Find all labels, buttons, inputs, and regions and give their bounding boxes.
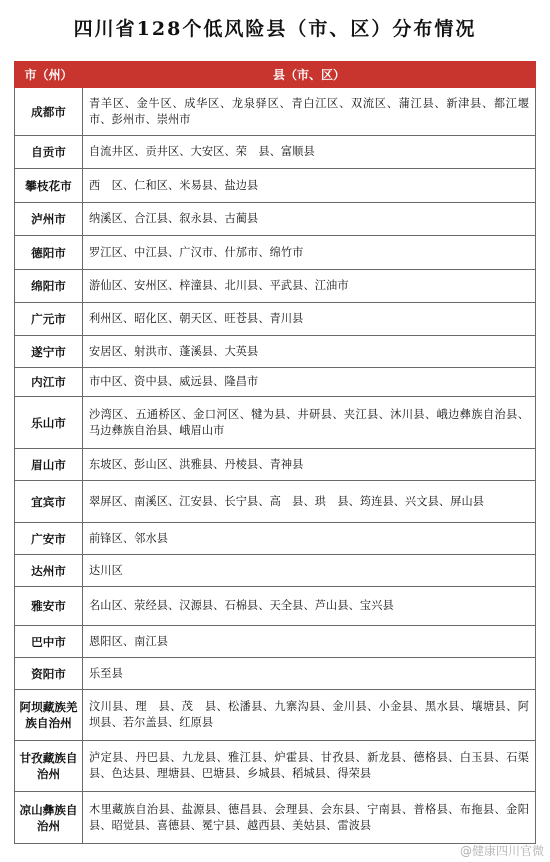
city-cell: 巴中市 bbox=[15, 626, 83, 658]
page-title: 四川省128个低风险县（市、区）分布情况 bbox=[73, 18, 477, 40]
table-row bbox=[15, 523, 536, 555]
counties-cell: 市中区、资中县、威远县、隆昌市 bbox=[83, 368, 536, 397]
counties-cell: 自流井区、贡井区、大安区、荣 县、富顺县 bbox=[83, 136, 536, 169]
table-row bbox=[15, 587, 536, 626]
city-cell: 雅安市 bbox=[15, 587, 83, 626]
city-cell: 绵阳市 bbox=[15, 270, 83, 303]
table-row bbox=[15, 336, 536, 368]
distribution-table bbox=[14, 61, 536, 844]
table-row bbox=[15, 626, 536, 658]
city-cell: 阿坝藏族羌族自治州 bbox=[15, 690, 83, 741]
city-cell: 泸州市 bbox=[15, 203, 83, 236]
counties-cell: 达川区 bbox=[83, 555, 536, 587]
counties-cell: 游仙区、安州区、梓潼县、北川县、平武县、江油市 bbox=[83, 270, 536, 303]
table-body bbox=[15, 88, 536, 844]
city-cell: 凉山彝族自治州 bbox=[15, 792, 83, 844]
table-row bbox=[15, 555, 536, 587]
counties-cell: 乐至县 bbox=[83, 658, 536, 690]
city-cell: 眉山市 bbox=[15, 449, 83, 481]
counties-cell: 沙湾区、五通桥区、金口河区、犍为县、井研县、夹江县、沐川县、峨边彝族自治县、马边彝族自治县、峨眉山市 bbox=[83, 397, 536, 449]
table-row bbox=[15, 203, 536, 236]
table-row bbox=[15, 169, 536, 203]
counties-cell: 恩阳区、南江县 bbox=[83, 626, 536, 658]
table-header-row bbox=[15, 62, 536, 88]
counties-cell: 西 区、仁和区、米易县、盐边县 bbox=[83, 169, 536, 203]
counties-cell: 泸定县、丹巴县、九龙县、雅江县、炉霍县、甘孜县、新龙县、德格县、白玉县、石渠县、色达县、理塘县、巴塘县、乡城县、稻城县、得荣县 bbox=[83, 741, 536, 792]
counties-cell: 木里藏族自治县、盐源县、德昌县、会理县、会东县、宁南县、普格县、布拖县、金阳县、昭觉县、喜德县、冕宁县、越西县、美姑县、雷波县 bbox=[83, 792, 536, 844]
counties-cell: 罗江区、中江县、广汉市、什邡市、绵竹市 bbox=[83, 236, 536, 270]
city-cell: 乐山市 bbox=[15, 397, 83, 449]
table-row bbox=[15, 792, 536, 844]
counties-cell: 汶川县、理 县、茂 县、松潘县、九寨沟县、金川县、小金县、黑水县、壤塘县、阿坝县、若尔盖县、红原县 bbox=[83, 690, 536, 741]
table-row bbox=[15, 690, 536, 741]
city-cell: 遂宁市 bbox=[15, 336, 83, 368]
table-row bbox=[15, 658, 536, 690]
header-counties: 县（市、区） bbox=[83, 62, 536, 88]
city-cell: 甘孜藏族自治州 bbox=[15, 741, 83, 792]
counties-cell: 利州区、昭化区、朝天区、旺苍县、青川县 bbox=[83, 303, 536, 336]
counties-cell: 前锋区、邻水县 bbox=[83, 523, 536, 555]
table-row bbox=[15, 88, 536, 136]
city-cell: 德阳市 bbox=[15, 236, 83, 270]
table-row bbox=[15, 270, 536, 303]
city-cell: 攀枝花市 bbox=[15, 169, 83, 203]
counties-cell: 纳溪区、合江县、叙永县、古蔺县 bbox=[83, 203, 536, 236]
counties-cell: 安居区、射洪市、蓬溪县、大英县 bbox=[83, 336, 536, 368]
table-row bbox=[15, 303, 536, 336]
table-row bbox=[15, 397, 536, 449]
table-row bbox=[15, 449, 536, 481]
counties-cell: 东坡区、彭山区、洪雅县、丹棱县、青神县 bbox=[83, 449, 536, 481]
header-city: 市（州） bbox=[15, 62, 83, 88]
table-row bbox=[15, 368, 536, 397]
city-cell: 成都市 bbox=[15, 88, 83, 136]
city-cell: 自贡市 bbox=[15, 136, 83, 169]
city-cell: 宜宾市 bbox=[15, 481, 83, 523]
table-row bbox=[15, 136, 536, 169]
counties-cell: 青羊区、金牛区、成华区、龙泉驿区、青白江区、双流区、蒲江县、新津县、都江堰市、彭州市、崇州市 bbox=[83, 88, 536, 136]
city-cell: 达州市 bbox=[15, 555, 83, 587]
counties-cell: 翠屏区、南溪区、江安县、长宁县、高 县、珙 县、筠连县、兴文县、屏山县 bbox=[83, 481, 536, 523]
city-cell: 广元市 bbox=[15, 303, 83, 336]
table-row bbox=[15, 741, 536, 792]
watermark: @健康四川官微 bbox=[459, 844, 544, 858]
city-cell: 内江市 bbox=[15, 368, 83, 397]
counties-cell: 名山区、荥经县、汉源县、石棉县、天全县、芦山县、宝兴县 bbox=[83, 587, 536, 626]
table-row bbox=[15, 236, 536, 270]
table-row bbox=[15, 481, 536, 523]
city-cell: 资阳市 bbox=[15, 658, 83, 690]
city-cell: 广安市 bbox=[15, 523, 83, 555]
